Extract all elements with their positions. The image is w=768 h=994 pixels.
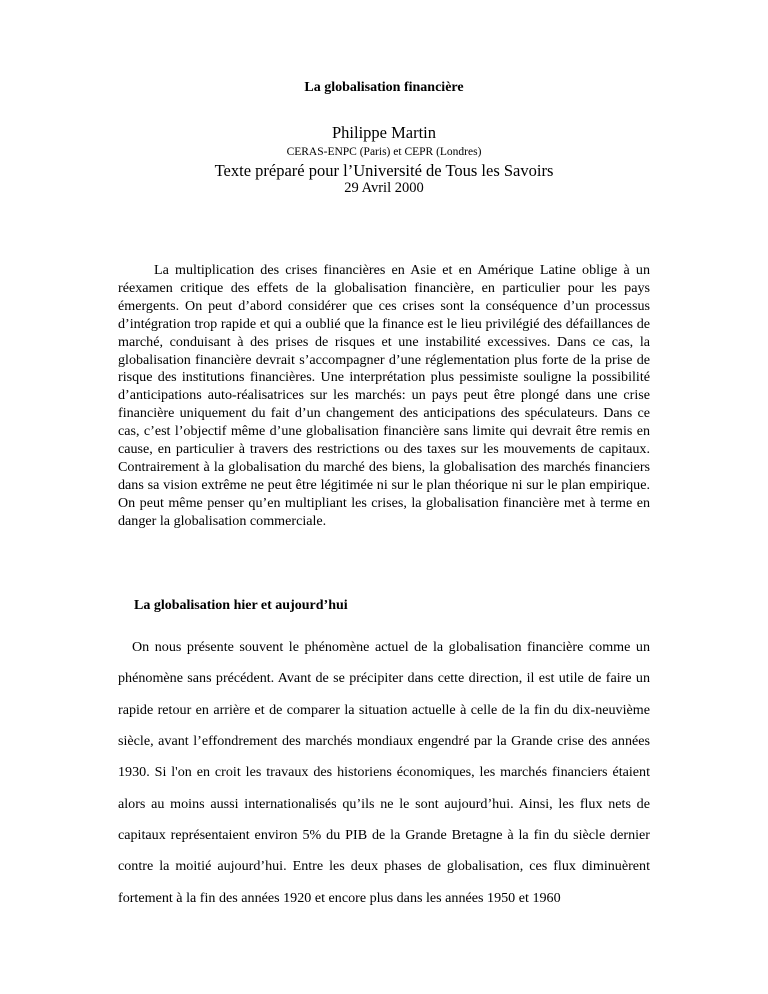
author-name: Philippe Martin [331, 123, 437, 142]
section-heading: La globalisation hier et aujourd’hui [134, 598, 348, 613]
document-title: La globalisation financière [304, 80, 464, 95]
abstract-paragraph: La multiplication des crises financières en Asie et en Amérique Latine oblige à un réexamen critique des effets de la globalisation financière, en particulier pour les pays émergents. On peut d’abord considérer que ces crises sont la conséquence d’un processus d’intégration trop rapide et qui a oublié que la finance est le lieu privilégié des défaillances de marché, conduisant à des prises de risques et une instabilité excessives. Dans ce cas, la globalisation financière devrait s’accompagner d’une réglementation plus forte de la prise de risque des institutions financières. Une interprétation plus pessimiste souligne la possibilité d’anticipations auto-réalisatrices sur les marchés: un pays peut être plongé dans une crise financière uniquement du fait d’un changement des anticipations des spéculateurs. Dans ce cas, c’est l’objectif même d’une globalisation financière sans limite qui devrait être remis en cause, en particulier à travers des restrictions ou des taxes sur les mouvements de capitaux. Contrairement à la globalisation du marché des biens, la globalisation des marchés financiers dans sa vision extrême ne peut être légitimée ni sur le plan théorique ni sur le plan empirique. On peut même penser qu’en multipliant les crises, la globalisation financière met à terme en danger la globalisation commerciale. [118, 262, 650, 529]
prepared-for-line: Texte préparé pour l’Université de Tous les Savoirs [214, 161, 554, 180]
author-affiliation: CERAS-ENPC (Paris) et CEPR (Londres) [286, 146, 482, 158]
document-date: 29 Avril 2000 [344, 180, 424, 196]
section-paragraph: On nous présente souvent le phénomène actuel de la globalisation financière comme un phénomène sans précédent. Avant de se précipiter dans cette direction, il est utile de faire un rapide retour en arrière et de comparer la situation actuelle à celle de la fin du dix-neuvième siècle, avant l’effondrement des marchés mondiaux engendré par la Grande crise des années 1930. Si l'on en croit les travaux des historiens économiques, les marchés financiers étaient alors au moins aussi internationalisés qu’ils ne le sont aujourd’hui. Ainsi, les flux nets de capitaux représentaient environ 5% du PIB de la Grande Bretagne à la fin du siècle dernier contre la moitié aujourd’hui. Entre les deux phases de globalisation, ces flux diminuèrent fortement à la fin des années 1920 et encore plus dans les années 1950 et 1960 [118, 639, 650, 906]
